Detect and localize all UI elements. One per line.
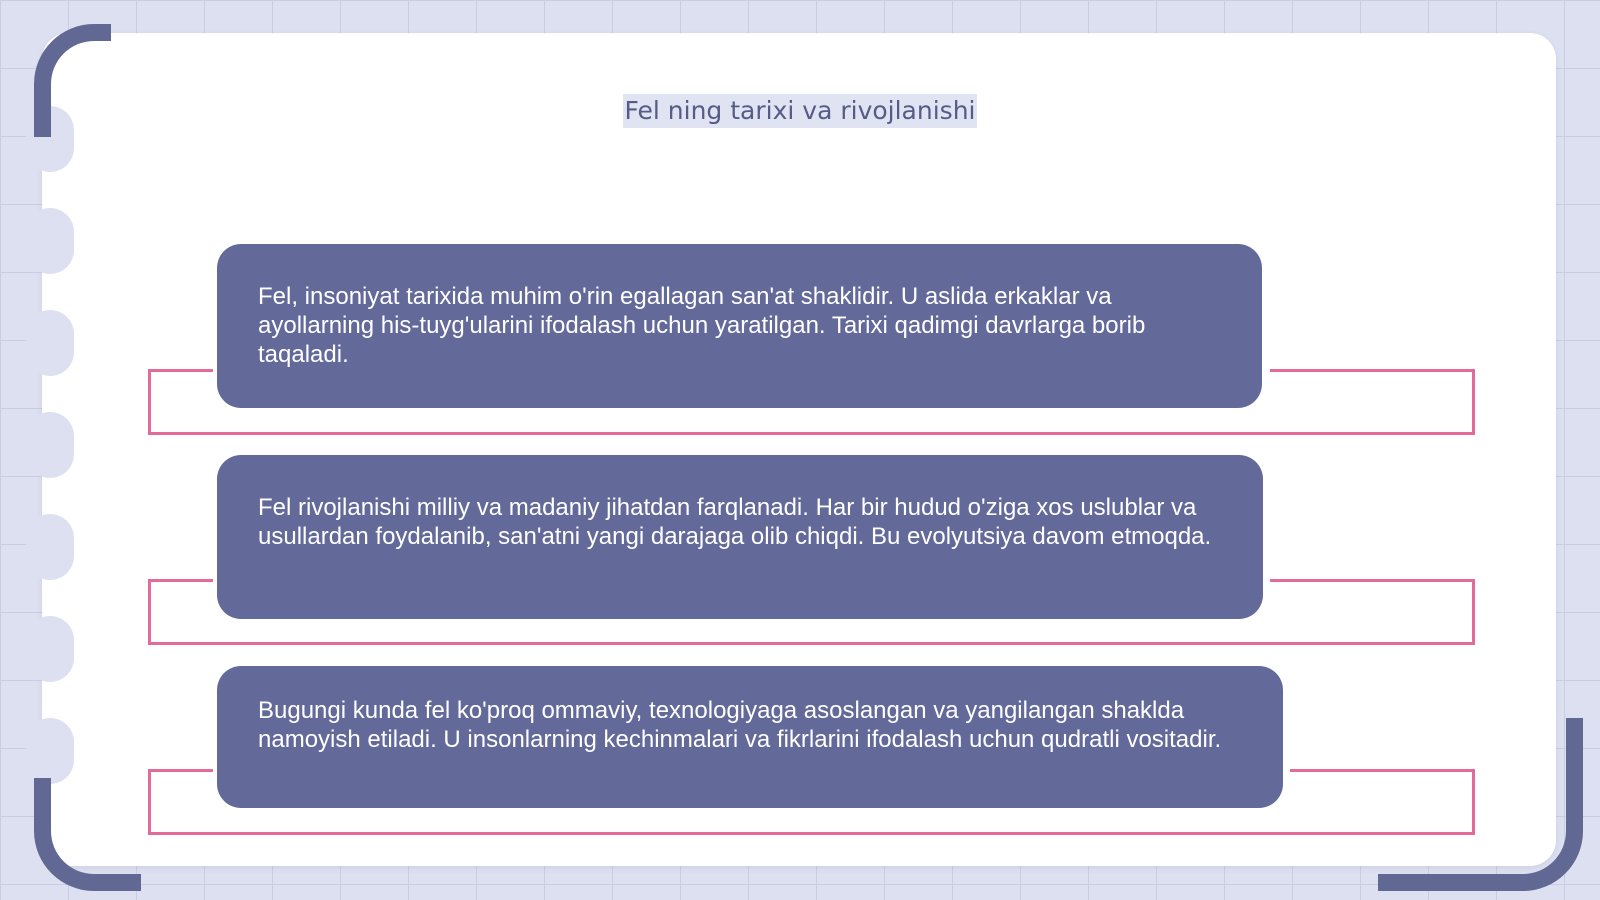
card-text: Fel rivojlanishi milliy va madaniy jihatdan farqlanadi. Har bir hudud o'ziga xos uslublar va usullardan foydalanib, san'atni yangi darajaga olib chiqdi. Bu evolyutsiya davom etmoqda.: [258, 494, 1212, 550]
paper-notch: [26, 616, 74, 682]
content-card-2: [217, 455, 1263, 619]
card-text: Fel, insoniyat tarixida muhim o'rin egallagan san'at shaklidir. U aslida erkaklar va ayollarning his-tuyg'ularini ifodalash uchun yaratilgan. Tarixi qadimgi davrlarga borib taqaladi.: [258, 283, 1146, 368]
paper-notch: [26, 412, 74, 478]
content-card-1: [217, 244, 1262, 408]
slide-title-text: Fel ning tarixi va rivojlanishi: [623, 94, 978, 128]
paper-notch: [26, 208, 74, 274]
frame-edge: [1290, 769, 1475, 772]
paper-notch: [26, 718, 74, 784]
frame-edge: [1270, 369, 1475, 372]
paper-notch: [26, 514, 74, 580]
frame-edge: [148, 579, 213, 582]
paper-notch: [26, 310, 74, 376]
frame-edge: [1270, 579, 1475, 582]
content-card-3: [217, 666, 1283, 808]
frame-edge: [148, 369, 213, 372]
slide-title: [0, 94, 1600, 128]
frame-edge: [148, 769, 213, 772]
card-text: Bugungi kunda fel ko'proq ommaviy, texnologiyaga asoslangan va yangilangan shaklda namoyish etiladi. U insonlarning kechinmalari va fikrlarini ifodalash uchun qudratli vositadir.: [258, 697, 1222, 753]
corner-bracket-bottom-left: [34, 778, 141, 891]
